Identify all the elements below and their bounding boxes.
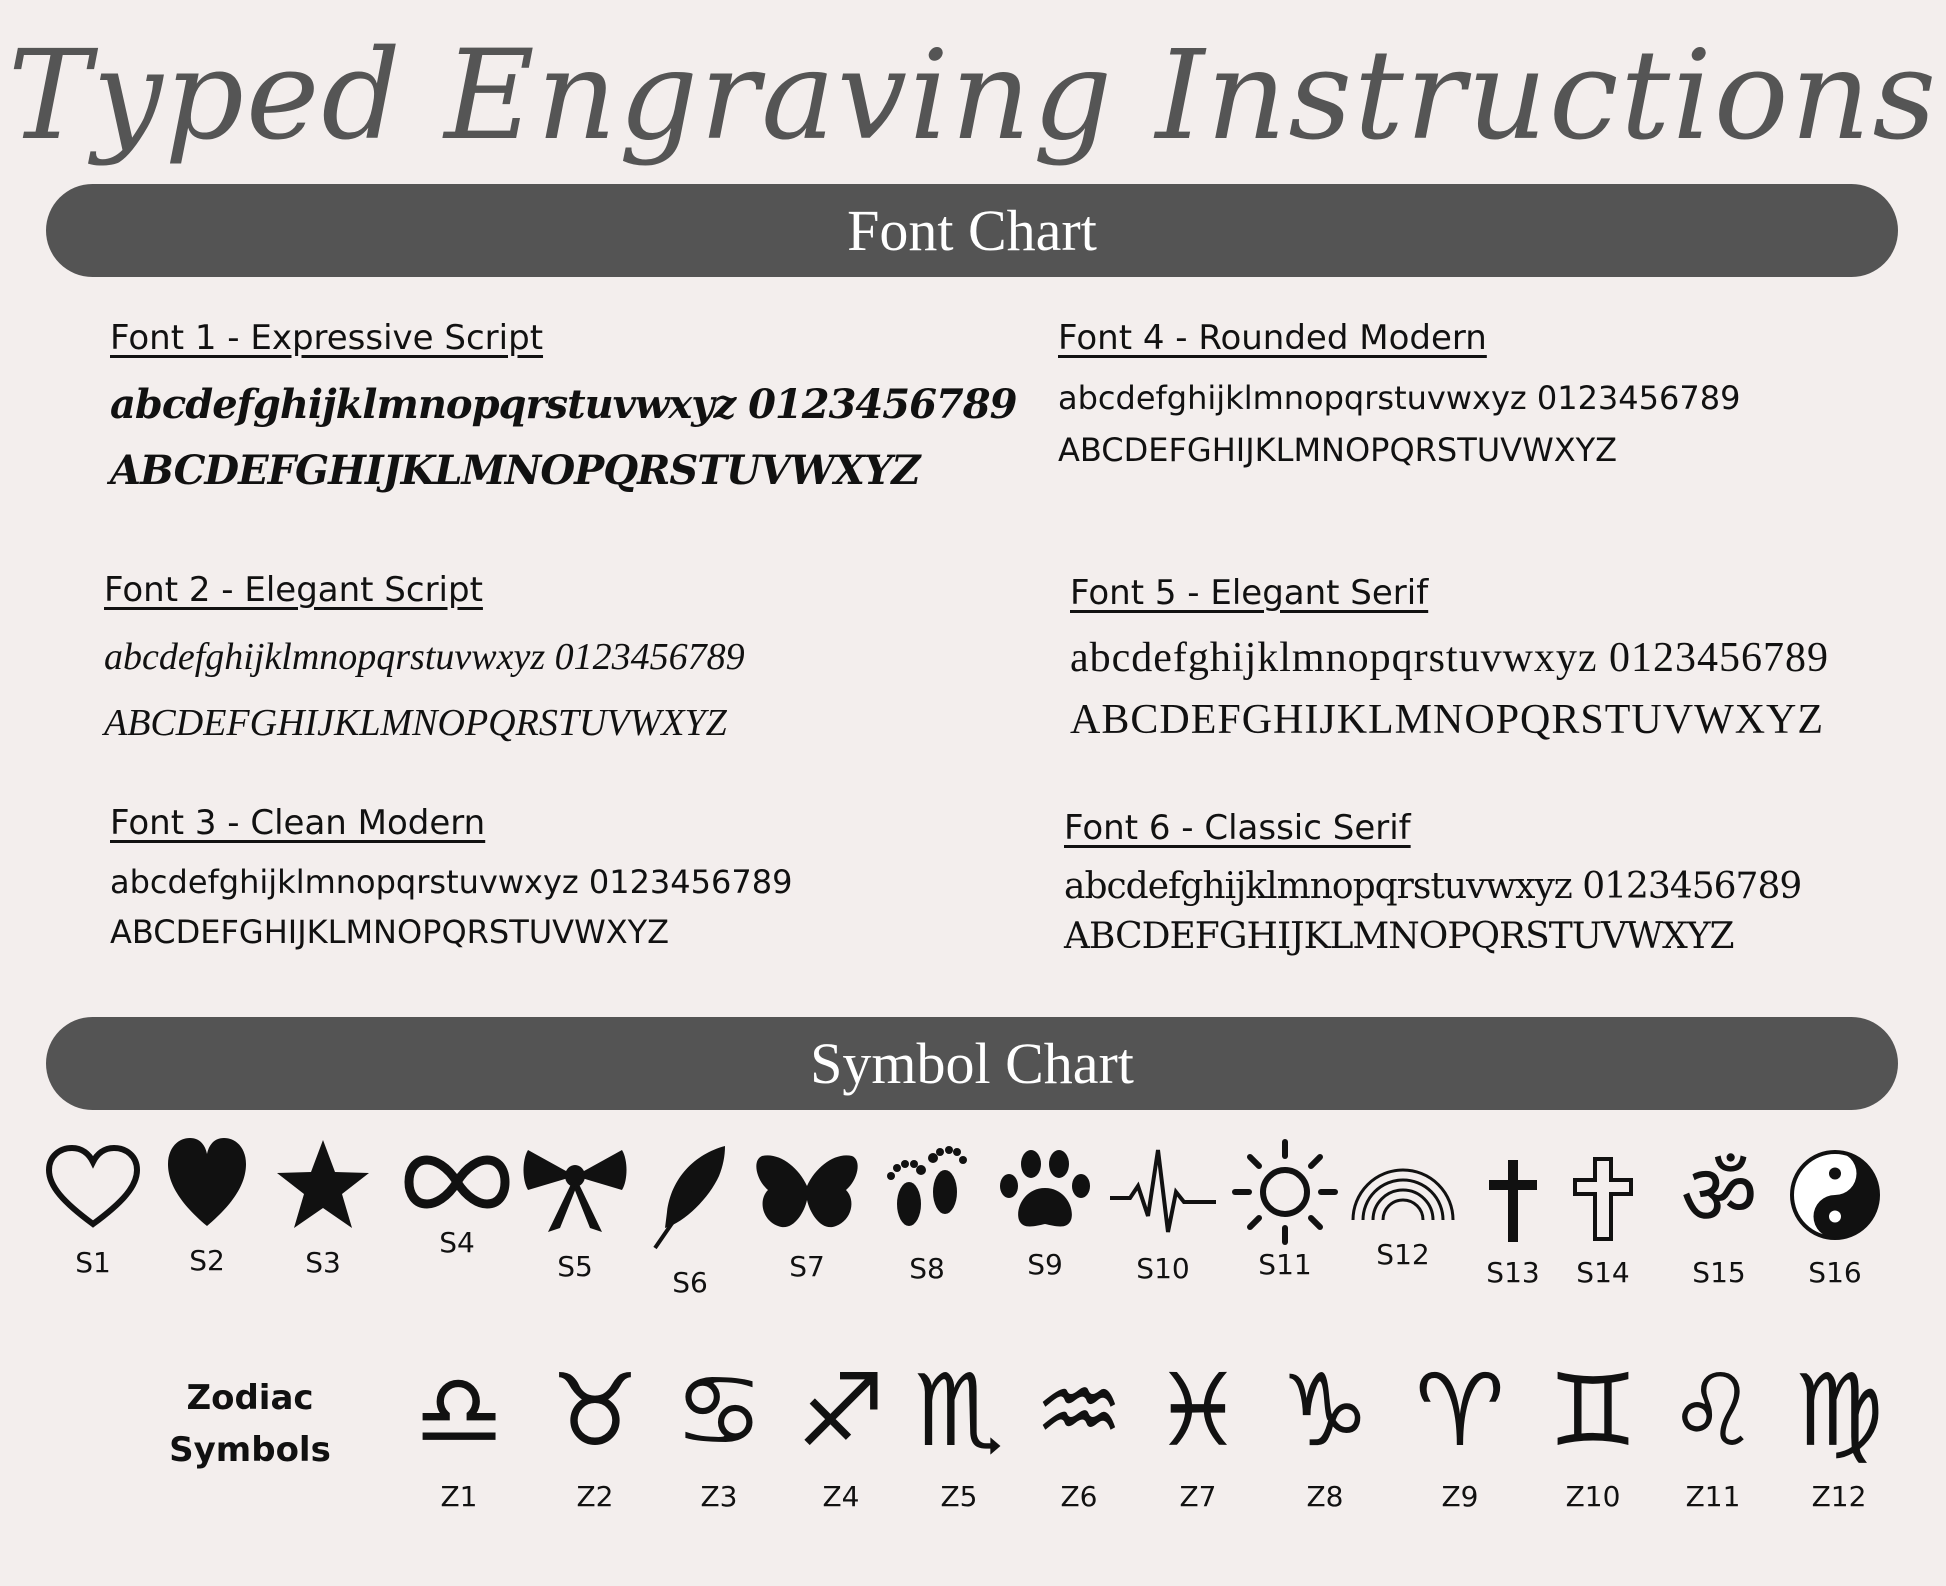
zodiac-z10: ♊ Z10 [1538,1356,1648,1513]
zodiac-z2: ♉ Z2 [540,1356,650,1513]
font-sample-lower: abcdefghijklmnopqrstuvwxyz 0123456789 [1058,379,1741,417]
font-4-block [1058,318,1740,476]
bow-icon [520,1146,630,1236]
font-heading: Font 6 - Classic Serif [1064,808,1411,848]
zodiac-z1: ♎ Z1 [404,1356,514,1513]
symbol-s16: S16 [1780,1148,1890,1289]
font-5-block [1070,573,1829,751]
heartbeat-icon [1108,1142,1218,1238]
font-sample-lower: abcdefghijklmnopqrstuvwxyz 0123456789 [1064,866,1802,907]
symbol-chart-heading: Symbol Chart [810,1031,1134,1096]
font-3-block [110,803,792,957]
butterfly-icon [752,1150,862,1236]
font-sample-lower: abcdefghijklmnopqrstuvwxyz 0123456789 [104,636,745,678]
font-2-block [104,570,745,756]
zodiac-z4: ♐ Z4 [786,1356,896,1513]
zodiac-z5: ♏ Z5 [904,1356,1014,1513]
font-sample-upper: ABCDEFGHIJKLMNOPQRSTUVWXYZ [1064,916,1734,957]
feather-icon [645,1142,735,1252]
font-sample-lower: abcdefghijklmnopqrstuvwxyz 0123456789 [1070,635,1830,681]
font-sample-lower: abcdefghijklmnopqrstuvwxyz 0123456789 [110,381,1017,428]
font-chart-heading: Font Chart [847,198,1097,263]
zodiac-z3: ♋ Z3 [664,1356,774,1513]
symbol-s2: S2 [152,1134,262,1277]
symbol-s6: S6 [635,1142,745,1299]
font-sample-upper: ABCDEFGHIJKLMNOPQRSTUVWXYZ [1070,697,1825,743]
zodiac-z12: ♍ Z12 [1784,1356,1894,1513]
symbol-s10: S10 [1108,1142,1218,1285]
symbol-s12: S12 [1348,1148,1458,1271]
font-chart-banner [46,184,1898,277]
zodiac-z8: ♑ Z8 [1270,1356,1380,1513]
sun-icon [1231,1138,1339,1246]
capricorn-icon: ♑ [1280,1352,1370,1469]
font-6-block [1064,808,1801,962]
aquarius-icon: ♒ [1034,1352,1124,1469]
symbol-s13: S13 [1458,1160,1568,1289]
symbol-s4: S4 [402,1152,512,1259]
symbol-s3: S3 [268,1136,378,1279]
zodiac-z11: ♌ Z11 [1658,1356,1768,1513]
font-sample-upper: ABCDEFGHIJKLMNOPQRSTUVWXYZ [110,913,670,951]
cancer-icon: ♋ [674,1352,764,1469]
symbol-s11: S11 [1230,1138,1340,1281]
symbol-chart-banner [46,1017,1898,1110]
virgo-icon: ♍ [1794,1352,1884,1469]
font-heading: Font 2 - Elegant Script [104,570,483,610]
symbol-s7: S7 [752,1150,862,1283]
symbol-s1: S1 [38,1142,148,1279]
font-heading: Font 5 - Elegant Serif [1070,573,1429,613]
sagittarius-icon: ♐ [796,1352,886,1469]
gemini-icon: ♊ [1548,1352,1638,1469]
zodiac-z7: ♓ Z7 [1143,1356,1253,1513]
cross-outline-icon [1571,1156,1635,1242]
font-sample-upper: ABCDEFGHIJKLMNOPQRSTUVWXYZ [1058,431,1618,469]
infinity-icon [403,1152,511,1212]
font-sample-lower: abcdefghijklmnopqrstuvwxyz 0123456789 [110,863,793,901]
heart-outline-icon [43,1142,143,1232]
page-title: Typed Engraving Instructions [7,24,1939,168]
symbol-s15: ॐ S15 [1664,1140,1774,1289]
zodiac-z6: ♒ Z6 [1024,1356,1134,1513]
taurus-icon: ♉ [550,1352,640,1469]
symbol-s8: S8 [872,1142,982,1285]
aries-icon: ♈ [1415,1352,1505,1469]
symbol-s5: S5 [520,1146,630,1283]
star-icon [273,1136,373,1232]
baby-feet-icon [877,1142,977,1238]
cross-solid-icon [1483,1160,1543,1242]
zodiac-symbols-title: Zodiac Symbols [169,1378,331,1470]
paw-print-icon [995,1144,1095,1234]
leo-icon: ♌ [1668,1352,1758,1469]
scorpio-icon: ♏ [914,1352,1004,1469]
libra-icon: ♎ [414,1352,504,1469]
font-sample-upper: ABCDEFGHIJKLMNOPQRSTUVWXYZ [110,447,920,494]
rainbow-icon [1349,1148,1457,1224]
om-icon: ॐ [1680,1146,1758,1244]
symbol-s9: S9 [990,1144,1100,1281]
pisces-icon: ♓ [1153,1352,1243,1469]
font-1-block [110,318,1016,504]
font-heading: Font 1 - Expressive Script [110,318,544,358]
yin-yang-icon [1788,1148,1882,1242]
font-heading: Font 3 - Clean Modern [110,803,486,843]
font-sample-upper: ABCDEFGHIJKLMNOPQRSTUVWXYZ [104,702,727,744]
zodiac-z9: ♈ Z9 [1405,1356,1515,1513]
symbol-s14: S14 [1548,1156,1658,1289]
font-heading: Font 4 - Rounded Modern [1058,318,1487,358]
heart-solid-icon [162,1134,252,1230]
